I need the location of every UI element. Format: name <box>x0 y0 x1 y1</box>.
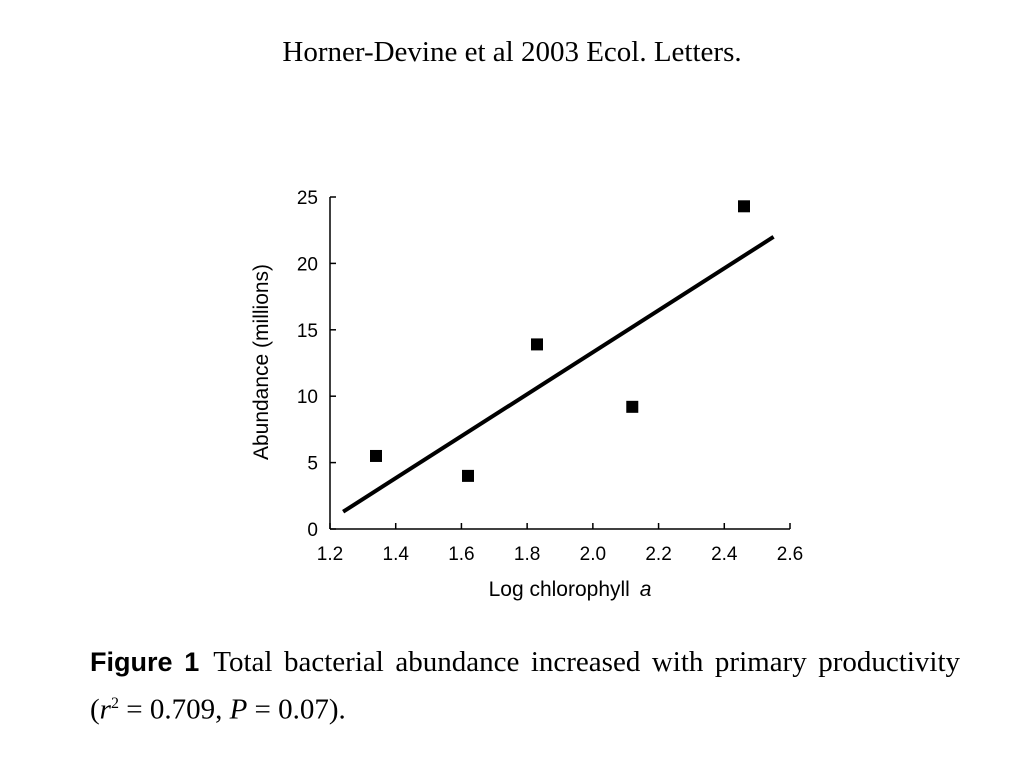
x-axis-label <box>489 578 652 601</box>
x-tick-label: 1.2 <box>316 544 344 565</box>
regression-line <box>343 237 773 512</box>
x-axis-label-text: Log chlorophyll <box>488 578 630 601</box>
x-tick-label: 1.4 <box>382 544 409 565</box>
x-axis-label-italic: a <box>639 578 652 601</box>
r-value: = 0.709, <box>118 693 230 726</box>
y-tick-label: 25 <box>296 188 318 209</box>
x-tick-label: 2.0 <box>579 544 607 565</box>
y-axis-label: Abundance (millions) <box>250 263 273 461</box>
data-point <box>370 450 382 462</box>
y-tick-label: 10 <box>296 387 318 409</box>
p-value: = 0.07). <box>247 693 346 726</box>
y-tick-label: 5 <box>307 453 318 475</box>
x-tick-label: 1.6 <box>448 544 475 565</box>
x-tick-label: 1.8 <box>513 544 541 565</box>
chart-fit-line-group <box>343 237 773 512</box>
p-symbol: P <box>229 693 248 726</box>
r-exponent: 2 <box>110 695 119 712</box>
y-tick-label: 20 <box>296 254 318 276</box>
data-point <box>531 338 543 350</box>
x-tick-label: 2.2 <box>645 544 672 565</box>
chart-points <box>370 200 750 482</box>
data-point <box>626 401 638 413</box>
r-symbol: r <box>99 693 111 726</box>
chart-axes <box>330 197 790 529</box>
figure-label: Figure 1 <box>90 647 200 677</box>
data-point <box>462 470 474 482</box>
x-tick-label: 2.4 <box>711 544 738 565</box>
x-tick-label: 2.6 <box>776 544 804 565</box>
slide-title: Horner-Devine et al 2003 Ecol. Letters. <box>282 36 742 68</box>
caption-text: Total bacterial abundance increased with primary productivity ( <box>90 646 960 726</box>
data-point <box>738 200 750 212</box>
chart-ticks <box>297 188 803 565</box>
figure-caption <box>90 642 960 731</box>
y-tick-label: 15 <box>296 320 318 342</box>
y-tick-label: 0 <box>307 520 318 541</box>
